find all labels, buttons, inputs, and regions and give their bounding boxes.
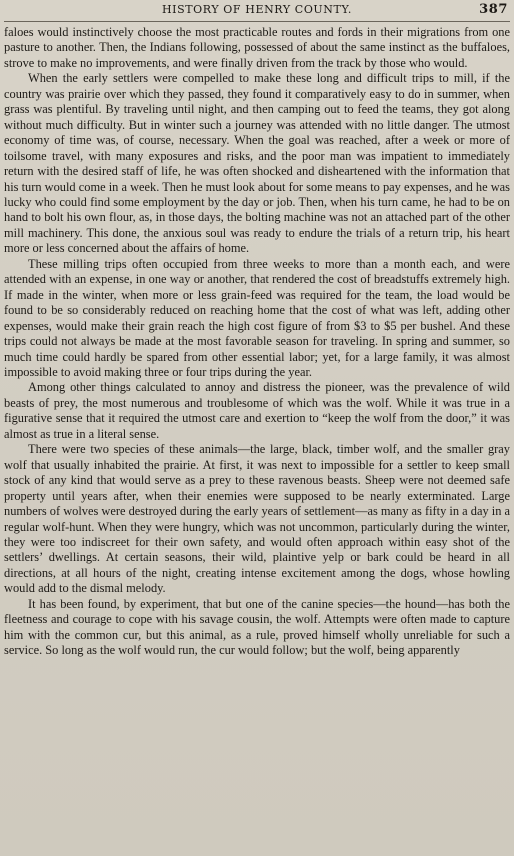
header-rule (4, 21, 510, 22)
paragraph-wild-beasts: Among other things calculated to annoy and distress the pioneer, was the prevalence of wild beasts of prey, the most numerous and troublesome of which was the wolf. While it was true in a figurative sense that it required the utmost care and exertion to “keep the wolf from the door,” it was almost as true in a literal sense. (4, 380, 510, 441)
paragraph-milling-cost: These milling trips often occupied from three weeks to more than a month each, and were attended with an expense, in one way or another, that rendered the cost of breadstuffs extremely high. If made in the winter, when more or less grain-feed was required for the team, the load would be found to be so considerably reduced on reaching home that the cost of what was left, adding other expenses, would make their grain reach the high cost figure of from $3 to $5 per bushel. And these trips could not always be made at the most favorable season for traveling. In spring and summer, so much time could hardly be spared from other essential labor; yet, for a large family, it was almost impossible to avoid making three or four trips during the year. (4, 256, 510, 379)
page-header (4, 2, 510, 18)
body-text (4, 25, 510, 659)
paragraph-wolf-species: There were two species of these animals—the large, black, timber wolf, and the smaller gray wolf that usually inhabited the prairie. At first, it was next to impossible for a settler to keep small stock of any kind that would serve as a prey to these ravenous beasts. Sheep were not deemed safe property until years after, when their enemies were supposed to be nearly exterminated. Large numbers of wolves were destroyed during the early years of settlement—as many as fifty in a day in a regular wolf-hunt. When they were hungry, which was not uncommon, particularly during the winter, they were too indiscreet for their own safety, and would often approach within easy shot of the settlers’ dwellings. At certain seasons, their wild, plaintive yelp or bark could be heard in all directions, at all hours of the night, creating intense excitement among the dogs, whose howling would add to the dismal melody. (4, 442, 510, 596)
paragraph-mill-trips: When the early settlers were compelled to make these long and difficult trips to mill, if the country was prairie over which they passed, they found it comparatively easy to do in summer, when grass was plentiful. By traveling until night, and then camping out to feed the teams, they got along without much difficulty. But in winter such a journey was attended with no little danger. The utmost economy of time was, of course, necessary. When the goal was reached, after a week or more of toilsome travel, with many exposures and risks, and the poor man was impatient to immediately return with the desired staff of life, he was often shocked and disheartened with the information that his turn would come in a week. Then he must look about for some means to pay expenses, and he was lucky who could find some employment by the day or job. Then, when his turn came, he had to be on hand to bolt his own flour, as, in those days, the bolting machine was not an attached part of the other mill machinery. This done, the anxious soul was ready to endure the trials of a return trip, his heart more or less concerned about the affairs of home. (4, 71, 510, 256)
paragraph-continued: faloes would instinctively choose the most practicable routes and fords in their migrations from one pasture to another. Then, the Indians following, possessed of about the same instinct as the buffaloes, strove to make no improvements, and were finally driven from the track by those who would. (4, 25, 510, 70)
paragraph-hound: It has been found, by experiment, that but one of the canine species—the hound—has both the fleetness and courage to cope with his savage cousin, the wolf. Attempts were often made to capture him with the common cur, but this animal, as a rule, proved himself wholly unreliable for such a service. So long as the wolf would run, the cur would follow; but the wolf, being apparently (4, 596, 510, 658)
page-number: 387 (479, 2, 508, 17)
running-title: HISTORY OF HENRY COUNTY. (161, 3, 353, 16)
